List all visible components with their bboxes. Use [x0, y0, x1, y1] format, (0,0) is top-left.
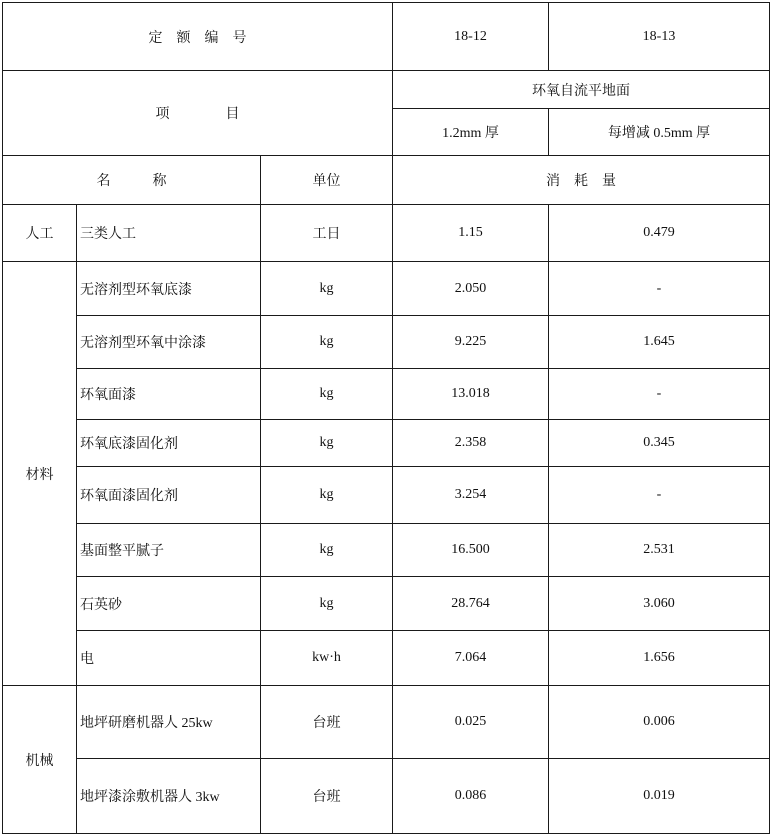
- item-value-1: 7.064: [393, 631, 549, 686]
- item-unit: kg: [261, 524, 393, 577]
- table-row: [3, 577, 770, 631]
- item-value-1: 16.500: [393, 524, 549, 577]
- item-value-1: 13.018: [393, 369, 549, 420]
- item-name: 无溶剂型环氧底漆: [77, 262, 261, 316]
- item-name: 地坪研磨机器人 25kw: [77, 686, 261, 759]
- code-18-13: 18-13: [549, 3, 770, 71]
- item-unit: 台班: [261, 686, 393, 759]
- item-value-1: 9.225: [393, 316, 549, 369]
- item-value-2: 0.006: [549, 686, 770, 759]
- item-value-1: 0.086: [393, 759, 549, 834]
- item-group: 环氧自流平地面: [393, 71, 770, 109]
- item-unit: 工日: [261, 205, 393, 262]
- item-name: 地坪漆涂敷机器人 3kw: [77, 759, 261, 834]
- item-value-1: 3.254: [393, 467, 549, 524]
- item-value-2: 1.656: [549, 631, 770, 686]
- category-materials: 材料: [3, 262, 77, 686]
- item-name: 环氧底漆固化剂: [77, 420, 261, 467]
- table-row: [3, 631, 770, 686]
- code-18-12: 18-12: [393, 3, 549, 71]
- item-name: 电: [77, 631, 261, 686]
- item-value-1: 2.358: [393, 420, 549, 467]
- consumption-label: 消 耗 量: [393, 156, 770, 205]
- table-row: [3, 369, 770, 420]
- item-unit: kg: [261, 262, 393, 316]
- table-row: [3, 759, 770, 834]
- item-group-row: [3, 71, 770, 109]
- table-row: [3, 467, 770, 524]
- table-row: [3, 686, 770, 759]
- category-machinery: 机械: [3, 686, 77, 834]
- item-spec-2: 每增减 0.5mm 厚: [549, 109, 770, 156]
- item-value-2: 0.019: [549, 759, 770, 834]
- item-value-1: 28.764: [393, 577, 549, 631]
- item-value-1: 2.050: [393, 262, 549, 316]
- item-name: 环氧面漆固化剂: [77, 467, 261, 524]
- item-value-2: 0.345: [549, 420, 770, 467]
- item-name: 环氧面漆: [77, 369, 261, 420]
- item-value-2: 3.060: [549, 577, 770, 631]
- item-label: 项 目: [3, 71, 393, 156]
- code-label: 定 额 编 号: [3, 3, 393, 71]
- item-spec-1: 1.2mm 厚: [393, 109, 549, 156]
- item-value-2: 2.531: [549, 524, 770, 577]
- unit-label: 单位: [261, 156, 393, 205]
- item-unit: 台班: [261, 759, 393, 834]
- column-header-row: [3, 156, 770, 205]
- item-name: 三类人工: [77, 205, 261, 262]
- item-unit: kg: [261, 577, 393, 631]
- item-value-2: -: [549, 467, 770, 524]
- item-value-2: -: [549, 262, 770, 316]
- item-unit: kg: [261, 467, 393, 524]
- item-value-2: 0.479: [549, 205, 770, 262]
- item-value-1: 1.15: [393, 205, 549, 262]
- item-name: 石英砂: [77, 577, 261, 631]
- item-name: 基面整平腻子: [77, 524, 261, 577]
- item-unit: kg: [261, 316, 393, 369]
- item-unit: kw·h: [261, 631, 393, 686]
- table-row: [3, 262, 770, 316]
- quota-table: [2, 2, 770, 834]
- table-row: [3, 316, 770, 369]
- item-value-2: -: [549, 369, 770, 420]
- name-label: 名 称: [3, 156, 261, 205]
- code-row: [3, 3, 770, 71]
- item-name: 无溶剂型环氧中涂漆: [77, 316, 261, 369]
- item-value-2: 1.645: [549, 316, 770, 369]
- item-unit: kg: [261, 420, 393, 467]
- table-row: [3, 524, 770, 577]
- item-value-1: 0.025: [393, 686, 549, 759]
- table-row: [3, 420, 770, 467]
- category-labor: 人工: [3, 205, 77, 262]
- table-row: [3, 205, 770, 262]
- item-unit: kg: [261, 369, 393, 420]
